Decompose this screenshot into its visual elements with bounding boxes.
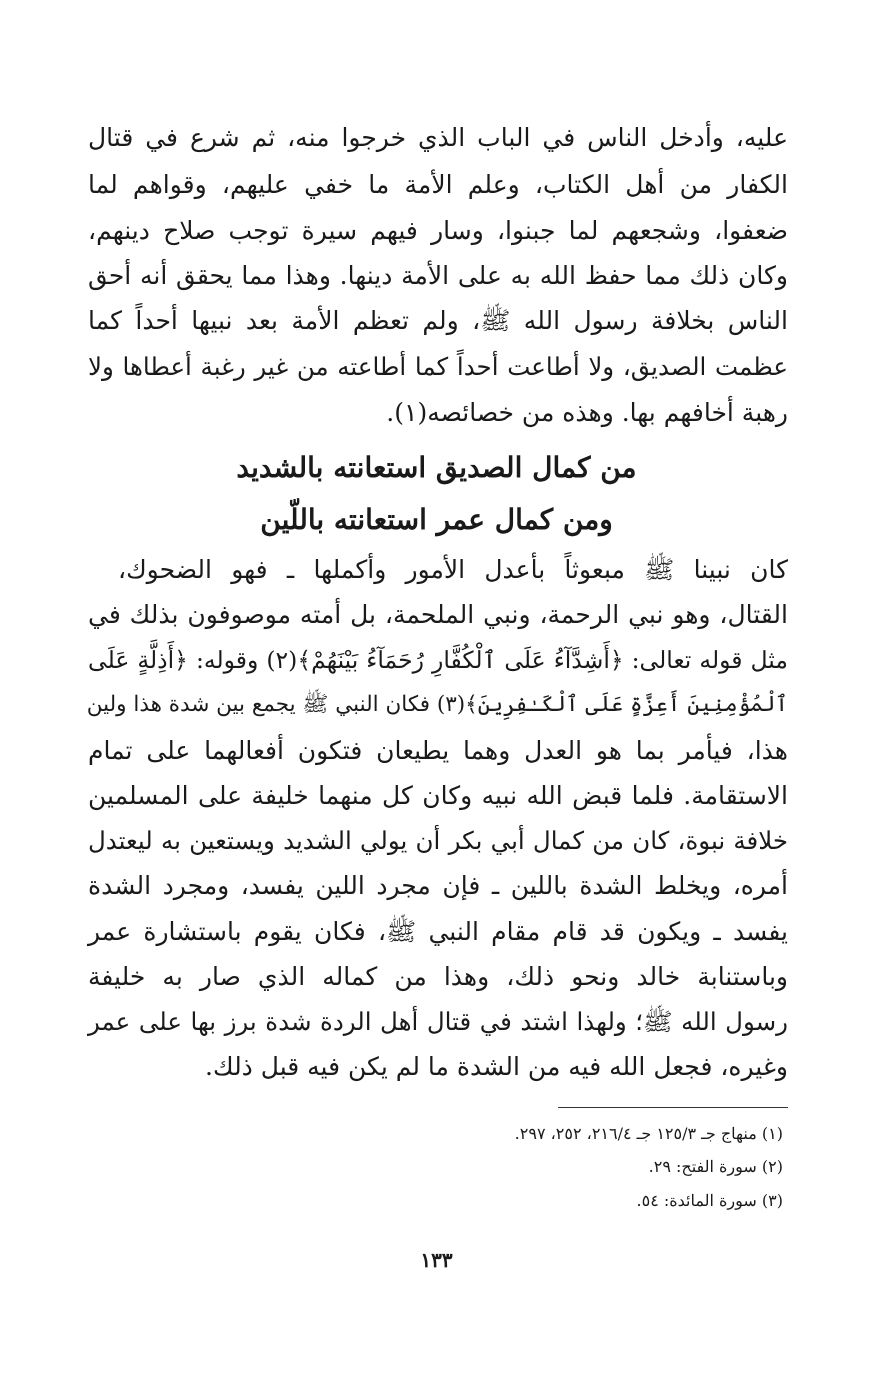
- text-line: هذا، فيأمر بما هو العدل وهما يطيعان فتكون أفعالهما على تمام: [88, 736, 788, 765]
- text-line: رسول الله ﷺ؛ ولهذا اشتد في قتال أهل الردة شدة برز بها على عمر: [88, 1007, 788, 1036]
- text-line: وغيره، فجعل الله فيه من الشدة ما لم يكن فيه قبل ذلك.: [205, 1052, 788, 1081]
- page-number: ١٣٣: [420, 1248, 453, 1272]
- footnote-2: (٢) سورة الفتح: ٢٩.: [648, 1157, 783, 1176]
- text-line: مثل قوله تعالى: ﴿أَشِدَّآءُ عَلَى ٱلْكُفَّارِ رُحَمَآءُ بَيْنَهُمْ﴾(٢) وقوله: ﴿أَذِلَّةٍ عَلَى: [88, 646, 788, 674]
- text-line: خلافة نبوة، كان من كمال أبي بكر أن يولي الشديد ويستعين به ليعتدل: [88, 826, 788, 855]
- section-heading-line-1: من كمال الصديق استعانته بالشديد: [236, 451, 637, 484]
- text-line: أمره، ويخلط الشدة باللين ـ فإن مجرد اللين يفسد، ومجرد الشدة: [88, 871, 788, 900]
- text-line: ضعفوا، وشجعهم لما جبنوا، وسار فيهم سيرة توجب صلاح دينهم،: [88, 216, 788, 245]
- text-line: عظمت الصديق، ولا أطاعت أحداً كما أطاعته من غير رغبة أعطاها ولا: [88, 352, 788, 381]
- text-line: رهبة أخافهم بها. وهذه من خصائصه(١).: [386, 398, 788, 427]
- text-line: وكان ذلك مما حفظ الله به على الأمة دينها. وهذا مما يحقق أنه أحق: [88, 261, 788, 290]
- footnote-1: (١) منهاج جـ ١٢٥/٣ جـ ٢١٦/٤، ٢٥٢، ٢٩٧.: [514, 1124, 783, 1143]
- text-line: القتال، وهو نبي الرحمة، ونبي الملحمة، بل أمته موصوفون بذلك في: [88, 600, 788, 629]
- footnote-3: (٣) سورة المائدة: ٥٤.: [636, 1191, 783, 1210]
- text-line: ٱلْمُؤْمِنِينَ أَعِزَّةٍ عَلَى ٱلْكَـٰفِرِينَ﴾(٣) فكان النبي ﷺ يجمع بين شدة هذا ولين: [86, 692, 788, 717]
- text-line: وباستنابة خالد ونحو ذلك، وهذا من كماله الذي صار به خليفة: [88, 962, 788, 991]
- footnote-separator: [558, 1107, 788, 1108]
- text-line: عليه، وأدخل الناس في الباب الذي خرجوا منه، ثم شرع في قتال: [88, 123, 788, 152]
- text-line: الاستقامة. فلما قبض الله نبيه وكان كل منهما خليفة على المسلمين: [88, 781, 788, 810]
- section-heading-line-2: ومن كمال عمر استعانته باللّين: [260, 503, 613, 536]
- text-line: يفسد ـ ويكون قد قام مقام النبي ﷺ، فكان يقوم باستشارة عمر: [88, 917, 788, 946]
- text-line: الكفار من أهل الكتاب، وعلم الأمة ما خفي عليهم، وقواهم لما: [88, 170, 788, 199]
- text-line: الناس بخلافة رسول الله ﷺ، ولم تعظم الأمة بعد نبيها أحداً كما: [88, 306, 788, 335]
- text-line: كان نبينا ﷺ مبعوثاً بأعدل الأمور وأكملها ـ فهو الضحوك،: [118, 555, 788, 584]
